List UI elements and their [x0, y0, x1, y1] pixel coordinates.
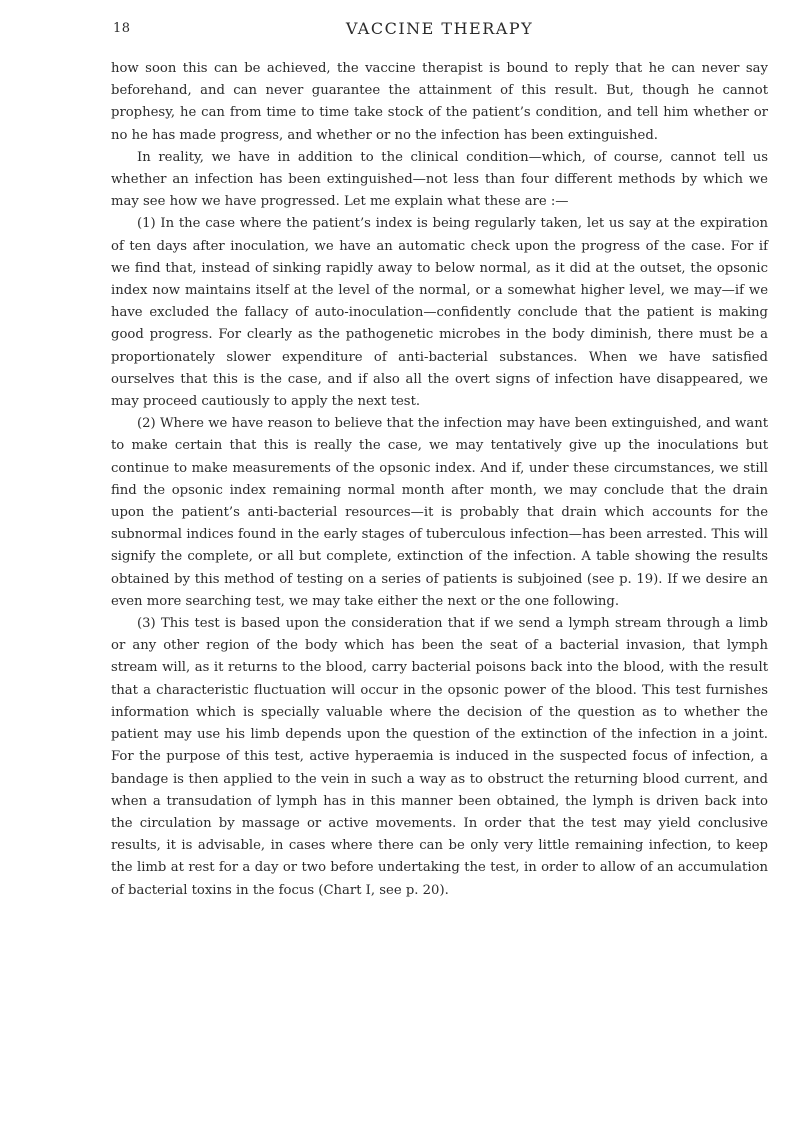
- running-head: [111, 18, 768, 58]
- paragraph-method-2: (2) Where we have reason to believe that the infection may have been extinguished, and want to make certain that this is really the case, we may tentatively give up the inoculations but continue to make measurements of the opsonic index. And if, under these circumstances, we still find the opsonic index remaining normal month after month, we may conclude that the drain upon the patient’s anti-bacterial resources—it is probably that drain which accounts for the subnormal indices found in the early stages of tuberculous infection—has been arrested. This will signify the complete, or all but complete, extinction of the infection. A table showing the results obtained by this method of testing on a series of patients is subjoined (see p. 19). If we desire an even more searching test, we may take either the next or the one following.: [111, 416, 768, 609]
- paragraph-method-3: (3) This test is based upon the consideration that if we send a lymph stream through a limb or any other region of the body which has been the seat of a bacterial invasion, that lymph stream will, as it returns to the blood, carry bacterial poisons back into the blood, with the result that a characteristic fluctuation will occur in the opsonic power of the blood. This test furnishes information which is specially valuable where the decision of the question as to whether the patient may use his limb depends upon the question of the extinction of the infection in a joint. For the purpose of this test, active hyperaemia is induced in the suspected focus of infection, a bandage is then applied to the vein in such a way as to obstruct the returning blood current, and when a transudation of lymph has in this manner been obtained, the lymph is driven back into the circulation by massage or active movements. In order that the test may yield conclusive results, it is advisable, in cases where there can be only very little remaining infection, to keep the limb at rest for a day or two before undertaking the test, in order to allow of an accumulation of bacterial toxins in the focus (Chart I, see p. 20).: [111, 616, 768, 898]
- paragraph-intro-methods: In reality, we have in addition to the clinical condition—which, of course, cannot tell us whether an infection has been extinguished—not less than four different methods by which we may see how we have progressed. Let me explain what these are :—: [111, 149, 768, 210]
- book-page: [111, 18, 768, 902]
- paragraph-continuation: how soon this can be achieved, the vaccine therapist is bound to reply that he can never say beforehand, and can never guarantee the attainment of this result. But, though he cannot prophesy, he can from time to time take stock of the patient’s condition, and tell him whether or no he has made progress, and whether or no the infection has been extinguished.: [111, 61, 768, 143]
- running-title: VACCINE THERAPY: [345, 19, 534, 38]
- paragraph-method-1: (1) In the case where the patient’s index is being regularly taken, let us say at the expiration of ten days after inoculation, we have an automatic check upon the progress of the case. For if we find that, instead of sinking rapidly away to below normal, as it did at the outset, the opsonic index now maintains itself at the level of the normal, or a somewhat higher level, we may—if we have excluded the fallacy of auto-inoculation—confidently conclude that the patient is making good progress. For clearly as the pathogenetic microbes in the body diminish, there must be a proportionately slower expenditure of anti-bacterial substances. When we have satisfied ourselves that this is the case, and if also all the overt signs of infection have disappeared, we may proceed cautiously to apply the next test.: [111, 216, 768, 410]
- page-number: 18: [113, 21, 131, 36]
- body-text: [111, 58, 768, 902]
